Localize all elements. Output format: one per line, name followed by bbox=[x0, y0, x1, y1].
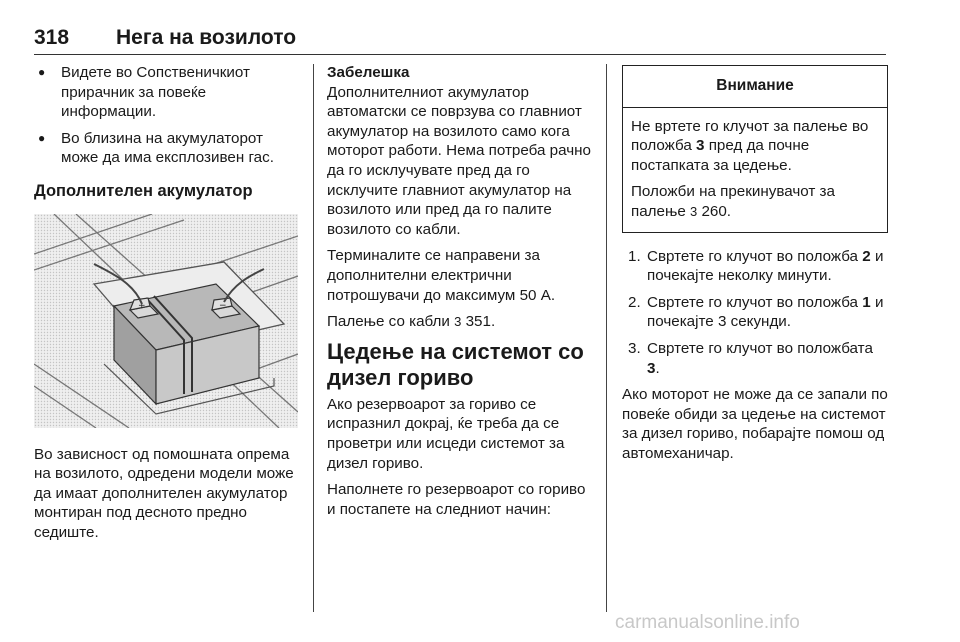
step-number: 2. bbox=[628, 293, 641, 311]
step-number: 3. bbox=[628, 339, 641, 357]
page-title: Нега на возилото bbox=[116, 26, 297, 49]
jump-start-label: Палење со кабли bbox=[327, 313, 450, 331]
jump-start-reference bbox=[327, 312, 595, 332]
watermark: carmanualsonline.info bbox=[615, 612, 800, 633]
warning-text: Положби на прекинувачот за палење bbox=[631, 183, 835, 220]
position-number: 2 bbox=[862, 247, 871, 265]
step-text: Свртете го клучот во положба bbox=[647, 247, 859, 265]
step-number: 1. bbox=[628, 247, 641, 265]
step-text: Свртете го клучот во положбата bbox=[647, 339, 873, 357]
position-number: 1 bbox=[862, 293, 871, 311]
column-middle bbox=[327, 63, 595, 526]
list-item: ● Видете во Сопственичкиот прирачник за повеќе информации. bbox=[34, 63, 299, 122]
battery-drawing bbox=[34, 214, 298, 428]
page-number: 318 bbox=[34, 26, 70, 49]
svg-text:+: + bbox=[138, 300, 146, 311]
section-heading: Цедење на системот со дизел гориво bbox=[327, 338, 584, 390]
column-left bbox=[34, 63, 299, 550]
position-number: 3 bbox=[696, 137, 705, 155]
warning-title: Внимание bbox=[623, 66, 887, 108]
step-text: и почекајте 3 секунди. bbox=[647, 293, 884, 331]
page-reference-icon: 3 bbox=[690, 203, 698, 219]
battery-illustration bbox=[34, 214, 298, 428]
section-heading: Дополнителен акумулатор bbox=[34, 181, 253, 200]
warning-paragraph bbox=[631, 117, 879, 176]
warning-box bbox=[622, 65, 888, 233]
paragraph: Наполнете го резервоарот со гориво и постапете на следниот начин: bbox=[327, 481, 586, 518]
column-right bbox=[622, 63, 888, 471]
list-item bbox=[622, 293, 888, 332]
column-divider bbox=[606, 64, 607, 612]
warning-paragraph bbox=[631, 182, 879, 221]
step-text: и почекајте неколку минути. bbox=[647, 247, 884, 285]
steps-list bbox=[622, 247, 888, 379]
paragraph: Ако резервоарот за гориво се испразнил докрај, ќе треба да се проветри или исцеди системот за дизел гориво. bbox=[327, 395, 565, 472]
page-reference-icon: 3 bbox=[454, 314, 462, 330]
list-item bbox=[622, 247, 888, 286]
list-item: ● Во близина на акумулаторот може да има експлозивен гас. bbox=[34, 129, 299, 168]
warning-text: пред да почне постапката за цедење. bbox=[631, 137, 810, 174]
closing-paragraph: Ако моторот не може да се запали по повеќе обиди за цедење на системот за дизел гориво, побарајте помош од автомеханичар. bbox=[622, 386, 888, 462]
note-title: Забелешка bbox=[327, 64, 410, 81]
step-text: Свртете го клучот во положба bbox=[647, 293, 859, 311]
terminals-text: Терминалите се направени за дополнителни електрични потрошувачи до максимум 50 А. bbox=[327, 247, 556, 304]
position-number: 3 bbox=[647, 359, 656, 377]
warning-text: Не вртете го клучот за палење во положба bbox=[631, 117, 869, 155]
reference-page: 351. bbox=[465, 313, 496, 331]
note-text: Дополнителниот акумулатор автоматски се поврзува со главниот акумулатор на возилото само кога моторот работи. Нема потреба рачно да го исклучувате пред да го исклучите главниот акумулатор на возилото или пред да го палите возилото со кабли. bbox=[327, 83, 591, 238]
column-divider bbox=[313, 64, 314, 612]
list-item bbox=[622, 339, 888, 378]
reference-page: 260. bbox=[701, 202, 732, 220]
bullet-list bbox=[34, 63, 299, 168]
page-header bbox=[34, 26, 886, 55]
svg-text:−: − bbox=[219, 300, 227, 311]
figure-caption: Во зависност од помошната опрема на возилото, одредени модели може да имаат дополнителен акумулатор монтиран под десното предно седиште. bbox=[34, 445, 294, 541]
step-text: . bbox=[655, 359, 660, 377]
warning-body bbox=[623, 108, 887, 232]
